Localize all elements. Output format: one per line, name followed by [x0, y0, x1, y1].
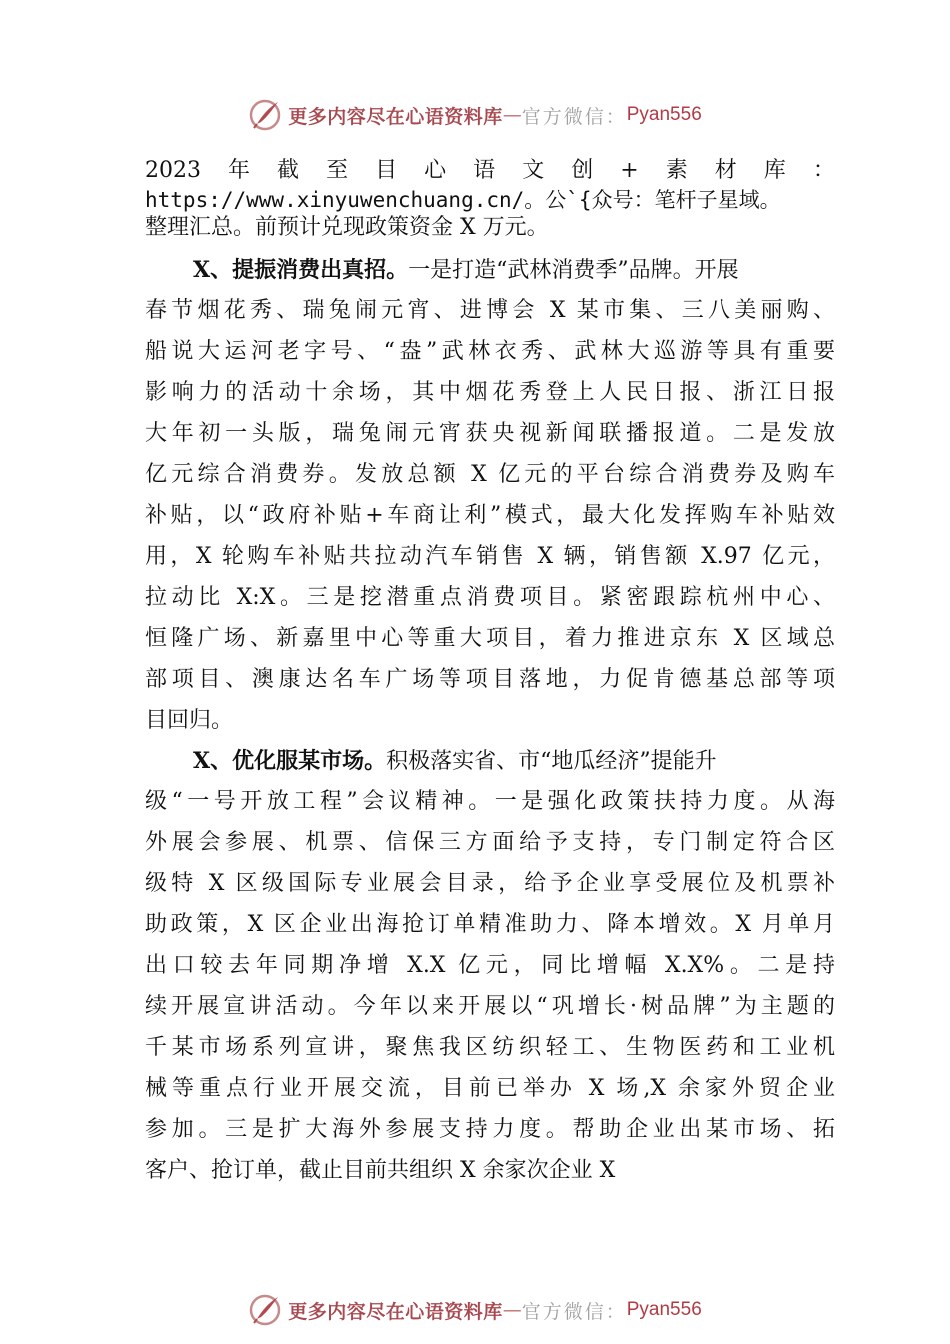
- text-line: 影响力的活动十余场，其中烟花秀登上人民日报、浙江日报: [145, 380, 835, 405]
- banner-official-label: 官方微信：: [521, 105, 627, 128]
- section-2-first-line: [193, 745, 835, 777]
- text-span: 积极落实省、市“地瓜经济”提能升: [386, 749, 717, 774]
- first-line-token: ：: [812, 158, 835, 183]
- banner-account: Pyan556: [626, 104, 702, 125]
- text-line: 出口较去年同期净增 X.X 亿元，同比增幅 X.X%。二是持: [145, 953, 835, 978]
- text-line: 拉动比 X:X。三是挖潜重点消费项目。紧密跟踪杭州中心、: [145, 585, 835, 610]
- text-line: 整理汇总。前预计兑现政策资金 X 万元。: [145, 215, 549, 240]
- section-heading: X、提振消费出真招。: [193, 257, 409, 283]
- text-line: 械等重点行业开展交流，目前已举办 X 场,X 余家外贸企业: [145, 1076, 835, 1101]
- header-banner: [0, 95, 950, 135]
- text-line: 部项目、澳康达名车广场等项目落地，力促肯德基总部等项: [145, 667, 835, 692]
- first-line-token: 素: [665, 158, 688, 183]
- text-line: 亿元综合消费券。发放总额 X 亿元的平台综合消费券及购车: [145, 462, 835, 487]
- first-line-token: 心: [424, 158, 447, 183]
- text-line: 助政策，X 区企业出海抢订单精准助力、降本增效。X 月单月: [145, 912, 835, 937]
- text-line: 船说大运河老字号、“盎”武林衣秀、武林大巡游等具有重要: [145, 339, 835, 364]
- first-line: [145, 155, 835, 187]
- text-line: 恒隆广场、新嘉里中心等重大项目，着力推进京东 X 区域总: [145, 626, 835, 651]
- quill-logo-icon: [248, 1293, 282, 1327]
- quill-logo-icon: [248, 98, 282, 132]
- text-line: 外展会参展、机票、信保三方面给予支持，专门制定符合区: [145, 830, 835, 855]
- first-line-token: 年: [228, 158, 251, 183]
- text-span: 一是打造“武林消费季”品牌。开展: [408, 258, 739, 283]
- banner-separator: —: [502, 104, 522, 126]
- banner-official-label: 官方微信：: [521, 1300, 627, 1323]
- text-line: 补贴，以“政府补贴+车商让利”模式，最大化发挥购车补贴效: [145, 503, 835, 528]
- text-line: 客户、抢订单，截止目前共组织 X 余家次企业 X: [145, 1158, 616, 1183]
- section-1-first-line: [193, 254, 835, 286]
- text-line: 大年初一头版，瑞兔闹元宵获央视新闻联播报道。二是发放: [145, 421, 835, 446]
- first-line-token: 材: [714, 158, 737, 183]
- first-line-token: 语: [473, 158, 496, 183]
- banner-text: 更多内容尽在心语资料库: [288, 1300, 503, 1323]
- text-line: https://www.xinyuwenchuang.cn/。公`{众号：笔杆子星域。: [145, 188, 781, 212]
- text-line: 级特 X 区级国际专业展会目录，给予企业享受展位及机票补: [145, 871, 835, 896]
- first-line-token: 创: [571, 158, 594, 183]
- text-line: 用，X 轮购车补贴共拉动汽车销售 X 辆，销售额 X.97 亿元，: [145, 544, 835, 569]
- footer-banner: [0, 1290, 950, 1330]
- section-heading: X、优化服某市场。: [193, 748, 387, 774]
- text-line: 级“一号开放工程”会议精神。一是强化政策扶持力度。从海: [145, 789, 835, 814]
- text-line: 续开展宣讲活动。今年以来开展以“巩增长·树品牌”为主题的: [145, 994, 835, 1019]
- first-line-token: 文: [522, 158, 545, 183]
- first-line-token: 截: [277, 158, 300, 183]
- text-line: 千某市场系列宣讲，聚焦我区纺织轻工、生物医药和工业机: [145, 1035, 835, 1060]
- text-line: 春节烟花秀、瑞兔闹元宵、进博会 X 某市集、三八美丽购、: [145, 298, 835, 323]
- first-line-token: 目: [375, 158, 398, 183]
- text-line: 目回归。: [145, 708, 234, 733]
- banner-separator: —: [502, 1299, 522, 1321]
- first-line-token: 至: [326, 158, 349, 183]
- first-line-token: 2023: [145, 158, 201, 183]
- text-line: 参加。三是扩大海外参展支持力度。帮助企业出某市场、拓: [145, 1117, 835, 1142]
- banner-account: Pyan556: [626, 1299, 702, 1320]
- banner-text: 更多内容尽在心语资料库: [288, 105, 503, 128]
- first-line-token: 库: [763, 158, 786, 183]
- first-line-token: +: [620, 158, 639, 183]
